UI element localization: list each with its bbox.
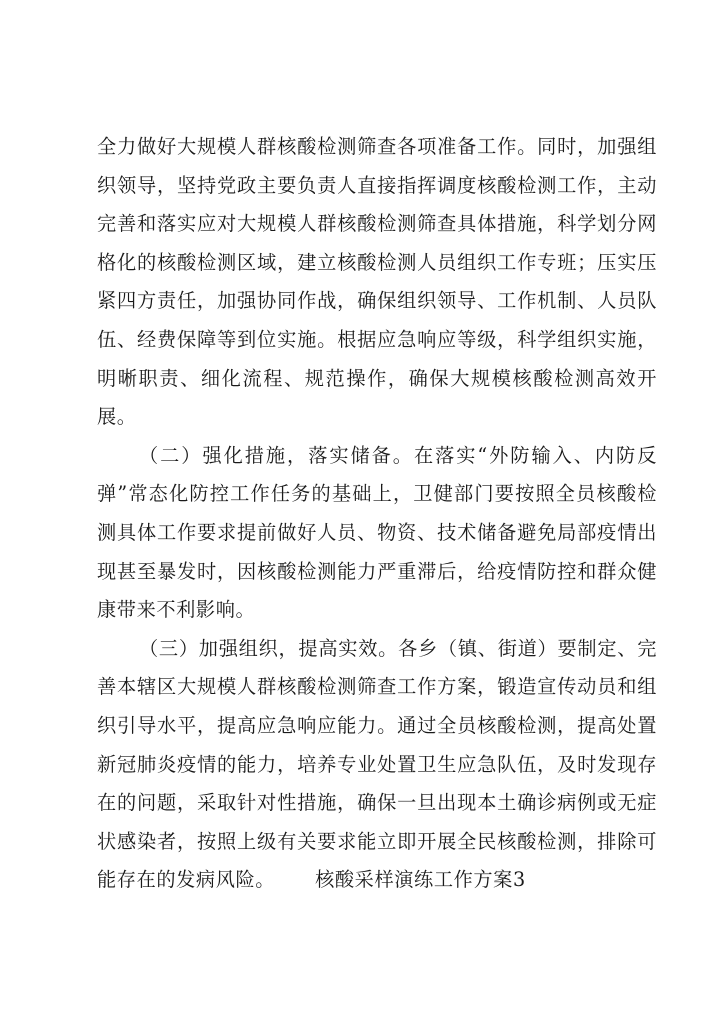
section-heading: 核酸采样演练工作方案3 <box>315 868 526 892</box>
paragraph-3 <box>97 630 657 900</box>
text-line: 新冠肺炎疫情的能力，培养专业处置卫生应急队伍，及时发现存 <box>97 752 657 776</box>
text-line: 紧四方责任，加强协同作战，确保组织领导、工作机制、人员队 <box>97 289 657 313</box>
text-line: （三）加强组织，提高实效。各乡（镇、街道）要制定、完 <box>139 636 657 660</box>
text-line: 织引导水平，提高应急响应能力。通过全员核酸检测，提高处置 <box>97 713 657 737</box>
text-line: 展。 <box>97 405 137 429</box>
paragraph-2 <box>97 437 657 630</box>
text-line: 织领导，坚持党政主要负责人直接指挥调度核酸检测工作，主动 <box>97 173 657 197</box>
text-line: 现甚至暴发时，因核酸检测能力严重滞后，给疫情防控和群众健 <box>97 559 657 583</box>
paragraph-1 <box>97 128 657 437</box>
text-line: 弹”常态化防控工作任务的基础上，卫健部门要按照全员核酸检 <box>97 482 657 506</box>
text-line-content: 能存在的发病风险。 <box>97 868 276 892</box>
text-line: 完善和落实应对大规模人群核酸检测筛查具体措施，科学划分网 <box>97 212 657 236</box>
text-line: 伍、经费保障等到位实施。根据应急响应等级，科学组织实施， <box>97 327 657 351</box>
text-line-last <box>97 861 657 900</box>
text-line: 格化的核酸检测区域，建立核酸检测人员组织工作专班；压实压 <box>97 250 657 274</box>
text-line: 全力做好大规模人群核酸检测筛查各项准备工作。同时，加强组 <box>97 135 657 158</box>
text-line: 在的问题，采取针对性措施，确保一旦出现本土确诊病例或无症 <box>97 791 657 815</box>
text-line: 状感染者，按照上级有关要求能立即开展全民核酸检测，排除可 <box>97 829 657 853</box>
text-line: 测具体工作要求提前做好人员、物资、技术储备避免局部疫情出 <box>97 520 657 544</box>
text-line: 明晰职责、细化流程、规范操作，确保大规模核酸检测高效开 <box>97 366 657 390</box>
text-line: （二）强化措施，落实储备。在落实“外防输入、内防反 <box>139 443 657 467</box>
document-page <box>97 128 657 900</box>
text-line: 善本辖区大规模人群核酸检测筛查工作方案，锻造宣传动员和组 <box>97 675 657 699</box>
text-line: 康带来不利影响。 <box>97 598 256 622</box>
